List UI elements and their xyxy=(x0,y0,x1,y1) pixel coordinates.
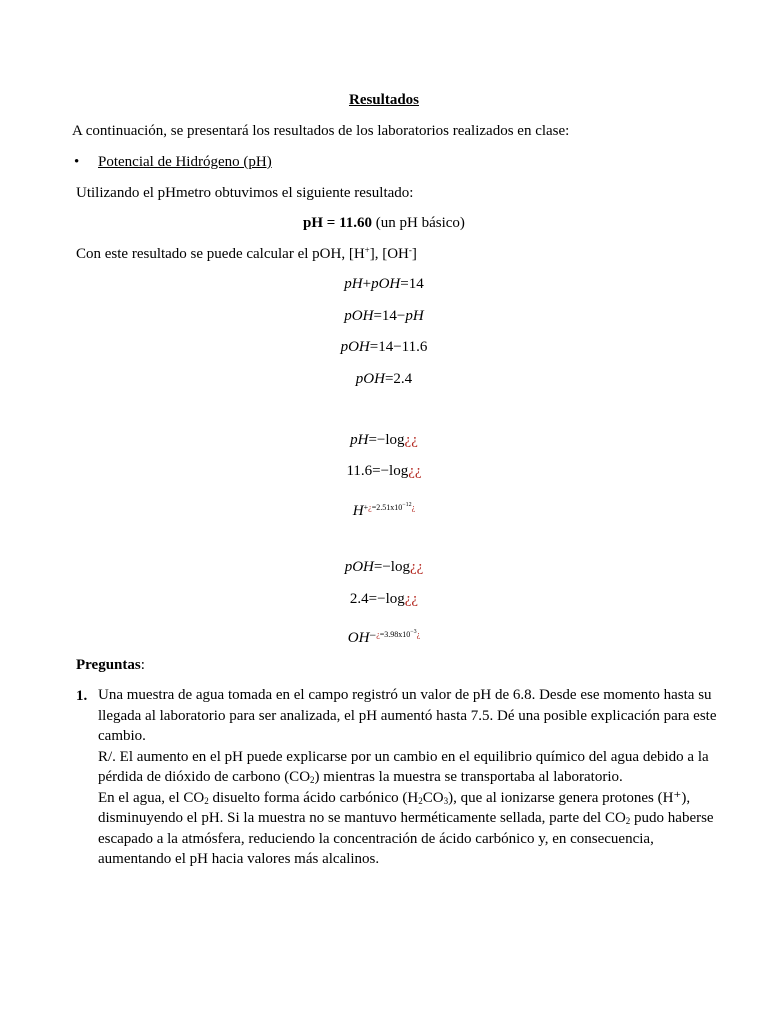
eq-var: pOH xyxy=(340,339,370,355)
answer-paragraph-2 xyxy=(98,788,718,870)
eq-var: pH xyxy=(405,308,424,324)
eq-sup: + xyxy=(363,503,369,512)
eq-lhs: 11.6 xyxy=(346,463,373,479)
eq-var: H xyxy=(352,503,364,519)
eq-var: pH xyxy=(350,432,369,448)
calc-text-mid: ], [OH xyxy=(369,246,409,262)
equation-24-log xyxy=(0,590,768,608)
answer-b1: En el agua, el CO xyxy=(98,789,205,806)
question-block xyxy=(98,685,718,870)
question-text: Una muestra de agua tomada en el campo registró un valor de pH de 6.8. Desde ese momento hasta su llegada al laboratorio para ser analizada, el pH aumentó hasta 7.5. Dé una posible explicación para este cambio. xyxy=(98,687,717,744)
questions-heading xyxy=(76,656,145,674)
eq-render-error: ¿ xyxy=(376,630,380,639)
eq-var: pOH xyxy=(355,371,385,387)
eq-rhs: =−log xyxy=(373,559,410,575)
answer-b4: ), que al ionizarse genera protones (H⁺), disminuyendo el pH. Si la muestra no se mantuvo herméticamente sellada, parte del CO xyxy=(98,789,691,826)
eq-var: OH xyxy=(347,630,370,646)
equation-h-concentration xyxy=(0,496,768,520)
answer-a2: ) mientras la muestra se transportaba al laboratorio. xyxy=(314,769,623,785)
eq-rhs: =−log xyxy=(368,591,405,607)
questions-label: Preguntas xyxy=(76,657,141,673)
equation-poh-result xyxy=(0,370,768,388)
eq-render-error: ¿ xyxy=(416,630,421,639)
eq-render-error: ¿¿ xyxy=(408,463,422,479)
section-heading: Resultados xyxy=(348,92,419,108)
phmetro-paragraph: Utilizando el pHmetro obtuvimos el siguiente resultado: xyxy=(76,185,414,201)
equation-oh-concentration xyxy=(0,623,768,647)
answer-b3: CO xyxy=(422,789,444,806)
eq-render-error: ¿ xyxy=(411,503,416,512)
eq-var: pOH xyxy=(344,559,374,575)
ph-result xyxy=(0,214,768,232)
bullet-symbol: • xyxy=(74,154,80,170)
eq-rhs: =14−11.6 xyxy=(369,339,428,355)
questions-colon: : xyxy=(140,657,145,673)
answer-paragraph-1 xyxy=(98,747,718,788)
eq-lhs: 2.4 xyxy=(349,591,369,607)
answer-sub: 2 xyxy=(625,816,631,826)
eq-render-error: ¿¿ xyxy=(409,559,424,575)
equation-poh-log xyxy=(0,558,768,576)
answer-b5: pudo haberse escapado a la atmósfera, reduciendo la concentración de ácido carbónico y, en consecuencia, aumentando el pH hacia valores más alcalinos. xyxy=(98,810,714,867)
eq-var: pOH xyxy=(371,276,401,292)
eq-rhs: =14− xyxy=(373,308,406,324)
equation-poh-14-ph xyxy=(0,307,768,325)
equation-116-log xyxy=(0,462,768,480)
answer-sub: 3 xyxy=(443,795,449,806)
calc-text-post: ] xyxy=(411,246,417,262)
eq-rhs: =2.4 xyxy=(384,371,413,387)
eq-sup: − xyxy=(369,628,377,642)
eq-op: + xyxy=(362,276,372,292)
eq-rhs: =−log xyxy=(372,463,409,479)
answer-sub: 2 xyxy=(204,795,209,806)
bullet-item xyxy=(74,153,272,171)
equation-ph-poh xyxy=(0,275,768,293)
intro-paragraph: A continuación, se presentará los resultados de los laboratorios realizados en clase: xyxy=(72,123,570,139)
eq-rhs: =14 xyxy=(400,276,424,292)
eq-rhs: =−log xyxy=(368,432,405,448)
ph-result-note: (un pH básico) xyxy=(372,215,465,231)
eq-exponent: −3 xyxy=(410,629,417,635)
answer-a1: R/. El aumento en el pH puede explicarse por un cambio en el equilibrio químico del agua debido a la pérdida de dióxido de carbono (CO xyxy=(98,748,709,785)
eq-render-error: ¿¿ xyxy=(404,591,419,607)
eq-exponent: −12 xyxy=(402,502,412,508)
answer-sub: 2 xyxy=(310,775,315,785)
calc-paragraph xyxy=(76,245,417,263)
answer-sub: 2 xyxy=(418,795,423,806)
question-number: 1. xyxy=(76,688,88,704)
equation-poh-14-11 xyxy=(0,338,768,356)
eq-var: pOH xyxy=(344,308,374,324)
ph-result-value: pH = 11.60 xyxy=(303,215,373,231)
eq-var: pH xyxy=(344,276,363,292)
eq-value: =3.98x10 xyxy=(379,630,411,639)
answer-b2: disuelto forma ácido carbónico (H xyxy=(208,789,419,806)
calc-sup-minus: - xyxy=(408,245,412,255)
calc-sup-plus: + xyxy=(364,245,370,255)
eq-render-error: ¿ xyxy=(368,503,372,512)
equation-ph-log xyxy=(0,431,768,449)
eq-value: =2.51x10 xyxy=(371,503,403,512)
calc-text-pre: Con este resultado se puede calcular el pOH, [H xyxy=(76,246,365,262)
bullet-label: Potencial de Hidrógeno (pH) xyxy=(98,154,272,170)
eq-render-error: ¿¿ xyxy=(404,432,418,448)
